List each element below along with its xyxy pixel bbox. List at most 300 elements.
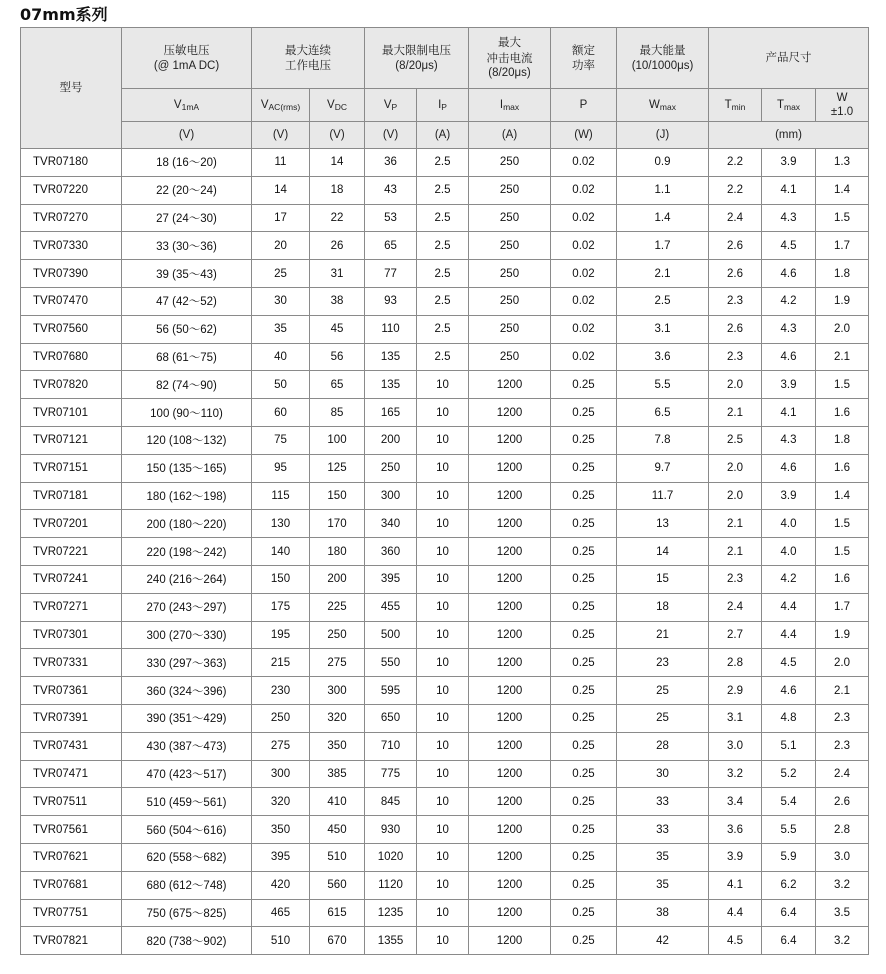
cell-model: TVR07151 (21, 454, 122, 482)
cell-varistor-voltage: 430 (387～473) (122, 732, 252, 760)
cell-model: TVR07751 (21, 899, 122, 927)
cell-tmax: 4.4 (762, 621, 816, 649)
cell-power: 0.02 (551, 149, 617, 177)
table-row (21, 593, 869, 621)
cell-energy: 33 (617, 816, 709, 844)
cell-energy: 18 (617, 593, 709, 621)
cell-model: TVR07180 (21, 149, 122, 177)
cell-vdc: 65 (310, 371, 365, 399)
symbol-vac: $V_{AC(rms)}$ (252, 89, 310, 122)
table-row (21, 927, 869, 955)
cell-model: TVR07821 (21, 927, 122, 955)
cell-varistor-voltage: 620 (558～682) (122, 843, 252, 871)
cell-energy: 30 (617, 760, 709, 788)
cell-vac: 320 (252, 788, 310, 816)
cell-tmin: 2.4 (709, 204, 762, 232)
cell-varistor-voltage: 300 (270～330) (122, 621, 252, 649)
cell-imax: 1200 (469, 593, 551, 621)
cell-vp: 845 (365, 788, 417, 816)
cell-model: TVR07820 (21, 371, 122, 399)
cell-ip: 10 (417, 621, 469, 649)
cell-width: 3.2 (816, 871, 869, 899)
table-row (21, 371, 869, 399)
cell-energy: 23 (617, 649, 709, 677)
cell-ip: 2.5 (417, 149, 469, 177)
cell-vdc: 410 (310, 788, 365, 816)
cell-imax: 1200 (469, 649, 551, 677)
cell-model: TVR07181 (21, 482, 122, 510)
cell-varistor-voltage: 390 (351～429) (122, 704, 252, 732)
table-row (21, 871, 869, 899)
cell-imax: 250 (469, 149, 551, 177)
cell-ip: 10 (417, 816, 469, 844)
cell-vdc: 150 (310, 482, 365, 510)
table-row (21, 760, 869, 788)
unit-vp: (V) (365, 122, 417, 149)
symbol-tmax: $T_{max}$ (762, 89, 816, 122)
cell-imax: 1200 (469, 899, 551, 927)
cell-width: 1.6 (816, 565, 869, 593)
cell-tmin: 2.7 (709, 621, 762, 649)
cell-vdc: 510 (310, 843, 365, 871)
cell-tmin: 2.1 (709, 510, 762, 538)
cell-ip: 10 (417, 482, 469, 510)
cell-energy: 25 (617, 677, 709, 705)
cell-power: 0.02 (551, 315, 617, 343)
cell-imax: 1200 (469, 843, 551, 871)
cell-vp: 135 (365, 371, 417, 399)
cell-energy: 9.7 (617, 454, 709, 482)
cell-tmax: 4.0 (762, 510, 816, 538)
cell-energy: 38 (617, 899, 709, 927)
cell-ip: 2.5 (417, 260, 469, 288)
cell-tmax: 6.2 (762, 871, 816, 899)
cell-model: TVR07101 (21, 399, 122, 427)
cell-energy: 2.5 (617, 287, 709, 315)
cell-model: TVR07390 (21, 260, 122, 288)
cell-varistor-voltage: 47 (42～52) (122, 287, 252, 315)
cell-tmax: 4.0 (762, 538, 816, 566)
cell-ip: 10 (417, 788, 469, 816)
cell-vac: 17 (252, 204, 310, 232)
cell-energy: 1.7 (617, 232, 709, 260)
cell-tmin: 2.1 (709, 538, 762, 566)
cell-model: TVR07681 (21, 871, 122, 899)
symbol-vp: $V_P$ (365, 89, 417, 122)
header-max-energy: 最大能量 (10/1000μs) (617, 28, 709, 89)
symbol-tmin: $T_{min}$ (709, 89, 762, 122)
cell-width: 1.6 (816, 399, 869, 427)
cell-width: 1.5 (816, 538, 869, 566)
table-row (21, 149, 869, 177)
table-row (21, 176, 869, 204)
cell-vdc: 31 (310, 260, 365, 288)
cell-ip: 10 (417, 871, 469, 899)
cell-varistor-voltage: 470 (423～517) (122, 760, 252, 788)
cell-tmin: 3.2 (709, 760, 762, 788)
unit-vac: (V) (252, 122, 310, 149)
cell-varistor-voltage: 39 (35～43) (122, 260, 252, 288)
cell-varistor-voltage: 22 (20～24) (122, 176, 252, 204)
cell-varistor-voltage: 330 (297～363) (122, 649, 252, 677)
cell-tmin: 2.6 (709, 260, 762, 288)
table-row (21, 538, 869, 566)
cell-ip: 2.5 (417, 232, 469, 260)
cell-imax: 1200 (469, 426, 551, 454)
cell-varistor-voltage: 200 (180～220) (122, 510, 252, 538)
cell-varistor-voltage: 18 (16～20) (122, 149, 252, 177)
cell-imax: 250 (469, 232, 551, 260)
cell-tmax: 4.1 (762, 399, 816, 427)
cell-ip: 10 (417, 704, 469, 732)
cell-model: TVR07221 (21, 538, 122, 566)
cell-tmax: 4.3 (762, 315, 816, 343)
cell-imax: 1200 (469, 732, 551, 760)
cell-vac: 75 (252, 426, 310, 454)
cell-energy: 42 (617, 927, 709, 955)
cell-energy: 33 (617, 788, 709, 816)
cell-ip: 10 (417, 843, 469, 871)
cell-vac: 14 (252, 176, 310, 204)
cell-power: 0.25 (551, 649, 617, 677)
cell-vp: 550 (365, 649, 417, 677)
cell-ip: 10 (417, 399, 469, 427)
cell-vp: 595 (365, 677, 417, 705)
table-row (21, 204, 869, 232)
cell-width: 1.4 (816, 176, 869, 204)
header-max-surge-current: 最大 冲击电流 (8/20μs) (469, 28, 551, 89)
cell-power: 0.25 (551, 788, 617, 816)
cell-vp: 53 (365, 204, 417, 232)
table-row (21, 315, 869, 343)
cell-tmin: 3.1 (709, 704, 762, 732)
cell-width: 1.5 (816, 204, 869, 232)
cell-imax: 1200 (469, 510, 551, 538)
cell-tmax: 5.5 (762, 816, 816, 844)
cell-ip: 10 (417, 760, 469, 788)
cell-tmax: 5.4 (762, 788, 816, 816)
header-rated-power: 额定 功率 (551, 28, 617, 89)
cell-power: 0.25 (551, 454, 617, 482)
cell-varistor-voltage: 510 (459～561) (122, 788, 252, 816)
cell-vdc: 85 (310, 399, 365, 427)
cell-vp: 775 (365, 760, 417, 788)
cell-model: TVR07220 (21, 176, 122, 204)
cell-tmin: 2.0 (709, 482, 762, 510)
cell-width: 3.5 (816, 899, 869, 927)
cell-vdc: 320 (310, 704, 365, 732)
cell-varistor-voltage: 360 (324～396) (122, 677, 252, 705)
cell-vdc: 670 (310, 927, 365, 955)
cell-energy: 28 (617, 732, 709, 760)
cell-model: TVR07271 (21, 593, 122, 621)
unit-wmax: (J) (617, 122, 709, 149)
cell-vac: 230 (252, 677, 310, 705)
cell-tmin: 4.4 (709, 899, 762, 927)
cell-tmin: 2.1 (709, 399, 762, 427)
cell-vac: 95 (252, 454, 310, 482)
cell-vdc: 250 (310, 621, 365, 649)
cell-ip: 10 (417, 899, 469, 927)
cell-vac: 140 (252, 538, 310, 566)
cell-width: 1.9 (816, 621, 869, 649)
cell-tmax: 4.8 (762, 704, 816, 732)
cell-imax: 250 (469, 260, 551, 288)
cell-width: 1.8 (816, 426, 869, 454)
unit-vdc: (V) (310, 122, 365, 149)
header-model: 型号 (21, 28, 122, 149)
cell-vac: 275 (252, 732, 310, 760)
varistor-spec-table (20, 27, 869, 955)
cell-ip: 10 (417, 426, 469, 454)
cell-model: TVR07241 (21, 565, 122, 593)
cell-vp: 43 (365, 176, 417, 204)
cell-imax: 250 (469, 343, 551, 371)
cell-tmax: 6.4 (762, 927, 816, 955)
cell-tmax: 4.6 (762, 677, 816, 705)
cell-power: 0.25 (551, 760, 617, 788)
cell-vac: 60 (252, 399, 310, 427)
cell-ip: 2.5 (417, 204, 469, 232)
cell-imax: 1200 (469, 760, 551, 788)
table-row (21, 399, 869, 427)
cell-model: TVR07270 (21, 204, 122, 232)
cell-power: 0.02 (551, 204, 617, 232)
symbol-vdc: $V_{DC}$ (310, 89, 365, 122)
table-row (21, 649, 869, 677)
cell-tmin: 4.1 (709, 871, 762, 899)
cell-power: 0.25 (551, 565, 617, 593)
cell-energy: 13 (617, 510, 709, 538)
cell-vac: 175 (252, 593, 310, 621)
cell-vac: 150 (252, 565, 310, 593)
header-dimensions: 产品尺寸 (709, 28, 869, 89)
cell-tmax: 5.9 (762, 843, 816, 871)
cell-varistor-voltage: 150 (135～165) (122, 454, 252, 482)
header-varistor-voltage: 压敏电压 (@ 1mA DC) (122, 28, 252, 89)
cell-vp: 1355 (365, 927, 417, 955)
cell-vac: 130 (252, 510, 310, 538)
cell-vp: 65 (365, 232, 417, 260)
cell-vac: 115 (252, 482, 310, 510)
cell-width: 2.1 (816, 677, 869, 705)
cell-vp: 1120 (365, 871, 417, 899)
cell-vac: 50 (252, 371, 310, 399)
cell-ip: 10 (417, 649, 469, 677)
cell-ip: 2.5 (417, 315, 469, 343)
cell-vac: 465 (252, 899, 310, 927)
cell-tmax: 6.4 (762, 899, 816, 927)
cell-varistor-voltage: 68 (61～75) (122, 343, 252, 371)
cell-energy: 7.8 (617, 426, 709, 454)
cell-vac: 350 (252, 816, 310, 844)
cell-vp: 110 (365, 315, 417, 343)
cell-power: 0.25 (551, 816, 617, 844)
header-max-continuous-voltage: 最大连续 工作电压 (252, 28, 365, 89)
cell-power: 0.25 (551, 621, 617, 649)
cell-vac: 395 (252, 843, 310, 871)
cell-vp: 250 (365, 454, 417, 482)
table-row (21, 510, 869, 538)
cell-varistor-voltage: 33 (30～36) (122, 232, 252, 260)
cell-vdc: 180 (310, 538, 365, 566)
table-row (21, 482, 869, 510)
cell-vac: 215 (252, 649, 310, 677)
cell-vdc: 18 (310, 176, 365, 204)
symbol-imax: $I_{max}$ (469, 89, 551, 122)
cell-imax: 1200 (469, 454, 551, 482)
cell-energy: 35 (617, 871, 709, 899)
cell-vp: 395 (365, 565, 417, 593)
table-header (21, 28, 869, 149)
cell-power: 0.25 (551, 843, 617, 871)
table-row (21, 788, 869, 816)
cell-energy: 3.6 (617, 343, 709, 371)
cell-width: 1.7 (816, 232, 869, 260)
cell-imax: 250 (469, 176, 551, 204)
cell-model: TVR07301 (21, 621, 122, 649)
cell-vac: 195 (252, 621, 310, 649)
cell-vp: 77 (365, 260, 417, 288)
cell-vp: 930 (365, 816, 417, 844)
cell-tmax: 4.5 (762, 649, 816, 677)
cell-width: 1.3 (816, 149, 869, 177)
cell-power: 0.25 (551, 871, 617, 899)
cell-tmax: 5.2 (762, 760, 816, 788)
cell-ip: 10 (417, 454, 469, 482)
symbol-p: P (551, 89, 617, 122)
cell-vp: 1235 (365, 899, 417, 927)
cell-vdc: 300 (310, 677, 365, 705)
cell-ip: 2.5 (417, 176, 469, 204)
cell-width: 2.3 (816, 704, 869, 732)
symbol-w: W ±1.0 (816, 89, 869, 122)
cell-power: 0.25 (551, 510, 617, 538)
cell-ip: 10 (417, 677, 469, 705)
unit-ip: (A) (417, 122, 469, 149)
cell-tmax: 3.9 (762, 149, 816, 177)
table-row (21, 454, 869, 482)
table-row (21, 843, 869, 871)
cell-width: 1.5 (816, 371, 869, 399)
cell-vac: 25 (252, 260, 310, 288)
cell-model: TVR07561 (21, 816, 122, 844)
cell-imax: 1200 (469, 871, 551, 899)
cell-energy: 6.5 (617, 399, 709, 427)
cell-ip: 10 (417, 510, 469, 538)
cell-energy: 11.7 (617, 482, 709, 510)
cell-imax: 1200 (469, 927, 551, 955)
cell-tmax: 4.2 (762, 565, 816, 593)
cell-power: 0.02 (551, 176, 617, 204)
cell-tmax: 4.4 (762, 593, 816, 621)
table-row (21, 232, 869, 260)
cell-vdc: 45 (310, 315, 365, 343)
cell-vac: 250 (252, 704, 310, 732)
cell-ip: 10 (417, 371, 469, 399)
cell-tmin: 2.3 (709, 287, 762, 315)
cell-width: 1.9 (816, 287, 869, 315)
cell-model: TVR07391 (21, 704, 122, 732)
cell-tmax: 5.1 (762, 732, 816, 760)
cell-imax: 1200 (469, 788, 551, 816)
cell-imax: 1200 (469, 538, 551, 566)
cell-ip: 10 (417, 538, 469, 566)
cell-tmax: 3.9 (762, 371, 816, 399)
cell-power: 0.02 (551, 343, 617, 371)
cell-tmin: 2.6 (709, 232, 762, 260)
cell-vac: 20 (252, 232, 310, 260)
cell-model: TVR07330 (21, 232, 122, 260)
cell-power: 0.25 (551, 482, 617, 510)
cell-tmax: 4.6 (762, 343, 816, 371)
cell-power: 0.25 (551, 538, 617, 566)
cell-vdc: 56 (310, 343, 365, 371)
cell-power: 0.02 (551, 232, 617, 260)
cell-tmin: 2.0 (709, 371, 762, 399)
cell-tmin: 2.0 (709, 454, 762, 482)
cell-power: 0.02 (551, 260, 617, 288)
cell-varistor-voltage: 180 (162～198) (122, 482, 252, 510)
cell-power: 0.02 (551, 287, 617, 315)
cell-model: TVR07511 (21, 788, 122, 816)
cell-vp: 93 (365, 287, 417, 315)
cell-vp: 200 (365, 426, 417, 454)
cell-power: 0.25 (551, 426, 617, 454)
cell-varistor-voltage: 270 (243～297) (122, 593, 252, 621)
cell-width: 2.4 (816, 760, 869, 788)
cell-imax: 250 (469, 204, 551, 232)
cell-width: 1.4 (816, 482, 869, 510)
cell-width: 2.1 (816, 343, 869, 371)
cell-width: 2.6 (816, 788, 869, 816)
cell-model: TVR07121 (21, 426, 122, 454)
cell-tmin: 3.4 (709, 788, 762, 816)
cell-vdc: 200 (310, 565, 365, 593)
cell-varistor-voltage: 220 (198～242) (122, 538, 252, 566)
table-row (21, 621, 869, 649)
cell-model: TVR07331 (21, 649, 122, 677)
cell-width: 1.7 (816, 593, 869, 621)
cell-power: 0.25 (551, 399, 617, 427)
cell-width: 1.5 (816, 510, 869, 538)
cell-vp: 500 (365, 621, 417, 649)
cell-imax: 1200 (469, 565, 551, 593)
cell-vac: 300 (252, 760, 310, 788)
cell-tmin: 2.4 (709, 593, 762, 621)
cell-model: TVR07470 (21, 287, 122, 315)
unit-v1ma: (V) (122, 122, 252, 149)
cell-energy: 25 (617, 704, 709, 732)
cell-varistor-voltage: 27 (24～30) (122, 204, 252, 232)
cell-vdc: 38 (310, 287, 365, 315)
cell-tmax: 4.6 (762, 454, 816, 482)
cell-ip: 2.5 (417, 287, 469, 315)
cell-tmin: 2.3 (709, 565, 762, 593)
cell-energy: 0.9 (617, 149, 709, 177)
cell-power: 0.25 (551, 927, 617, 955)
cell-vp: 165 (365, 399, 417, 427)
cell-vac: 420 (252, 871, 310, 899)
cell-imax: 1200 (469, 482, 551, 510)
cell-tmin: 3.0 (709, 732, 762, 760)
cell-energy: 5.5 (617, 371, 709, 399)
cell-energy: 1.1 (617, 176, 709, 204)
cell-vp: 360 (365, 538, 417, 566)
cell-model: TVR07201 (21, 510, 122, 538)
table-row (21, 287, 869, 315)
cell-vdc: 125 (310, 454, 365, 482)
